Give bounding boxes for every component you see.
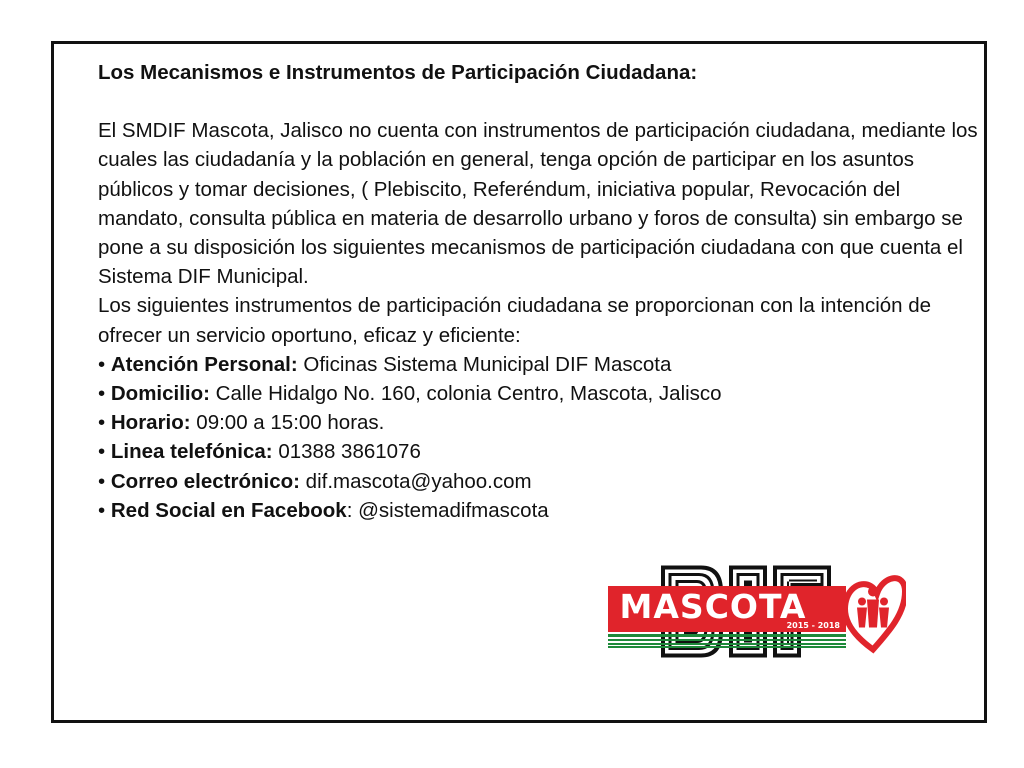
bullet-label: Domicilio: xyxy=(110,382,210,406)
document-body xyxy=(98,58,978,525)
bullet-value: dif.mascota@yahoo.com xyxy=(299,469,532,493)
bullet-label: Atención Personal: xyxy=(110,352,298,376)
bullet-correo: • Correo electrónico: dif.mascota@yahoo.com xyxy=(98,469,532,493)
slide-frame xyxy=(51,41,987,723)
bullet-label: Red Social en Facebook xyxy=(110,498,347,522)
bullet-value: Calle Hidalgo No. 160, colonia Centro, Mascota, Jalisco xyxy=(209,382,722,406)
bullet-facebook: • Red Social en Facebook: @sistemadifmascota xyxy=(98,498,549,522)
bullet-value: 09:00 a 15:00 horas. xyxy=(190,411,385,435)
bullet-horario: • Horario: 09:00 a 15:00 horas. xyxy=(98,411,385,435)
mascota-label: MASCOTA xyxy=(619,587,807,626)
years-label: 2015 - 2018 xyxy=(786,621,840,630)
bullet-label: Correo electrónico: xyxy=(110,469,300,493)
bullet-value: Oficinas Sistema Municipal DIF Mascota xyxy=(297,352,672,376)
bullet-atencion-personal: • Atención Personal: Oficinas Sistema Municipal DIF Mascota xyxy=(98,352,672,376)
mascota-banner xyxy=(608,586,846,632)
page-title: Los Mecanismos e Instrumentos de Participación Ciudadana: xyxy=(98,61,698,84)
heart-family-icon xyxy=(845,578,905,649)
bullet-label: Linea telefónica: xyxy=(110,440,273,464)
bullet-domicilio: • Domicilio: Calle Hidalgo No. 160, colonia Centro, Mascota, Jalisco xyxy=(98,382,722,406)
bullet-value: : @sistemadifmascota xyxy=(346,498,549,522)
bullet-linea-telefonica: • Linea telefónica: 01388 3861076 xyxy=(98,440,421,464)
banner-stripes xyxy=(608,634,846,648)
bullet-value: 01388 3861076 xyxy=(272,440,421,464)
intro-paragraph: El SMDIF Mascota, Jalisco no cuenta con instrumentos de participación ciudadana, mediante los cuales las ciudadanía y la población en general, tenga opción de participar en los asuntos públicos y tomar decisiones, ( Plebiscito, Referéndum, iniciativa popular, Revocación del mandato, consulta pública en materia de desarrollo urbano y foros de consulta) sin embargo se pone a su disposición los siguientes mecanismos de participación ciudadana con que cuenta el Sistema DIF Municipal. xyxy=(98,119,978,289)
second-paragraph: Los siguientes instrumentos de participación ciudadana se proporcionan con la intención de ofrecer un servicio oportuno, eficaz y eficiente: xyxy=(98,294,932,347)
bullet-label: Horario: xyxy=(110,411,191,435)
